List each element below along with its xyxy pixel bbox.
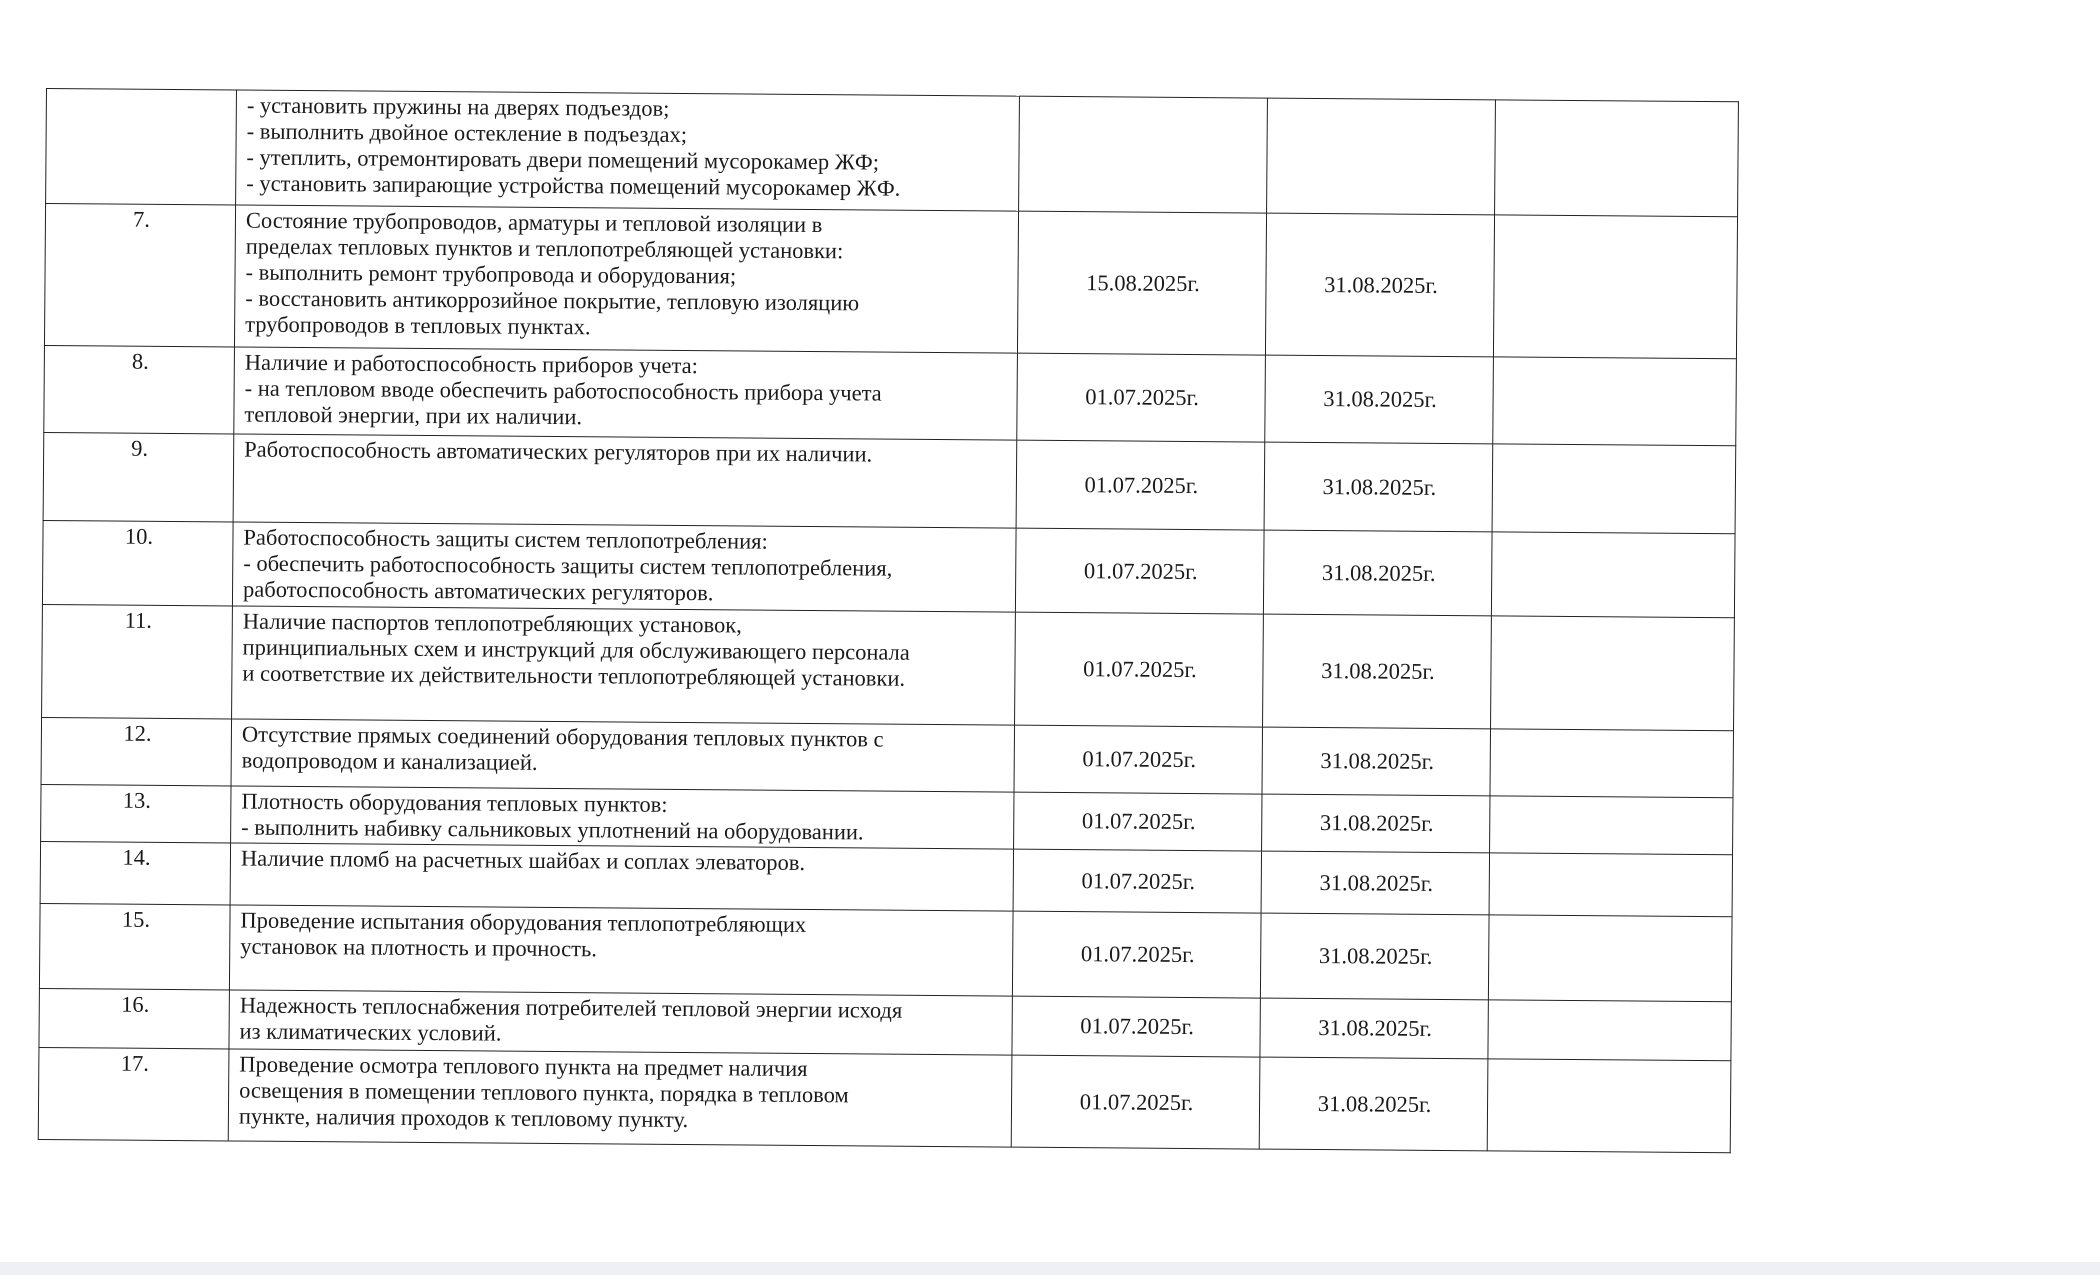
note-cell bbox=[1491, 616, 1735, 731]
measure-description bbox=[233, 434, 1017, 528]
description-line: Проведение испытания оборудования теплопотребляющих bbox=[240, 907, 807, 937]
description-line: - на тепловом вводе обеспечить работоспособность прибора учета bbox=[244, 375, 882, 406]
description-line: принципиальных схем и инструкций для обслуживающего персонала bbox=[242, 634, 910, 665]
description-line: - выполнить набивку сальниковых уплотнений на оборудовании. bbox=[241, 814, 864, 845]
description-line: Надежность теплоснабжения потребителей тепловой энергии исходя bbox=[239, 992, 903, 1023]
measure-description bbox=[234, 347, 1018, 440]
table-row bbox=[42, 604, 1735, 730]
row-number bbox=[46, 89, 237, 205]
description-line: Плотность оборудования тепловых пунктов: bbox=[241, 788, 668, 817]
start-date: 01.07.2025г. bbox=[1012, 996, 1260, 1057]
description-line: - обеспечить работоспособность защиты систем теплопотребления, bbox=[243, 550, 893, 581]
description-line: - утеплить, отремонтировать двери помещений мусорокамер ЖФ; bbox=[246, 144, 880, 175]
description-line: Наличие пломб на расчетных шайбах и соплах элеваторов. bbox=[240, 845, 806, 875]
table-row bbox=[44, 204, 1737, 359]
end-date: 31.08.2025г. bbox=[1261, 851, 1489, 915]
end-date: 31.08.2025г. bbox=[1263, 614, 1492, 729]
row-number: 9. bbox=[43, 432, 234, 521]
table-row bbox=[39, 903, 1732, 1001]
table-row bbox=[38, 1047, 1731, 1152]
table-row bbox=[43, 432, 1736, 533]
description-line: установок на плотность и прочность. bbox=[240, 933, 598, 962]
measure-description bbox=[230, 843, 1013, 911]
note-cell bbox=[1487, 1059, 1731, 1153]
row-number: 8. bbox=[44, 345, 235, 433]
description-line: - выполнить ремонт трубопровода и оборудования; bbox=[245, 259, 737, 289]
note-cell bbox=[1489, 853, 1732, 917]
measure-description bbox=[232, 606, 1016, 725]
table-row bbox=[42, 520, 1735, 617]
row-number: 15. bbox=[39, 903, 230, 989]
note-cell bbox=[1490, 796, 1733, 855]
measure-description bbox=[228, 1049, 1012, 1147]
note-cell bbox=[1488, 1000, 1731, 1061]
end-date: 31.08.2025г. bbox=[1260, 998, 1488, 1059]
row-number: 17. bbox=[38, 1047, 229, 1140]
description-line: Наличие паспортов теплопотребляющих установок, bbox=[242, 608, 742, 638]
start-date: 01.07.2025г. bbox=[1015, 528, 1264, 614]
end-date: 31.08.2025г. bbox=[1265, 213, 1494, 357]
description-line: - восстановить антикоррозийное покрытие, тепловую изоляцию bbox=[245, 285, 860, 316]
table-row bbox=[46, 89, 1739, 217]
measure-description bbox=[232, 522, 1016, 612]
description-line: Работоспособность автоматических регуляторов при их наличии. bbox=[244, 436, 873, 467]
row-number: 16. bbox=[39, 988, 229, 1048]
note-cell bbox=[1493, 215, 1737, 359]
description-line: Наличие и работоспособность приборов учета: bbox=[244, 349, 699, 379]
row-number: 13. bbox=[41, 784, 231, 842]
description-line: работоспособность автоматических регуляторов. bbox=[242, 576, 714, 606]
row-number: 11. bbox=[42, 604, 233, 718]
start-date: 15.08.2025г. bbox=[1017, 211, 1266, 355]
description-line: Проведение осмотра теплового пункта на предмет наличия bbox=[239, 1051, 808, 1082]
measure-description bbox=[229, 990, 1012, 1055]
note-cell bbox=[1490, 729, 1734, 798]
end-date: 31.08.2025г. bbox=[1262, 794, 1490, 853]
row-number: 10. bbox=[42, 520, 233, 605]
note-cell bbox=[1491, 532, 1735, 618]
description-line: - установить запирающие устройства помещений мусорокамер ЖФ. bbox=[246, 170, 901, 201]
end-date: 31.08.2025г. bbox=[1259, 1057, 1488, 1151]
description-line: - установить пружины на дверях подъездов; bbox=[246, 92, 670, 121]
scan-bottom-margin bbox=[0, 1262, 2100, 1275]
measure-description bbox=[229, 905, 1013, 996]
note-cell bbox=[1495, 100, 1739, 217]
start-date: 01.07.2025г. bbox=[1014, 725, 1263, 794]
description-line: Состояние трубопроводов, арматуры и тепловой изоляции в bbox=[245, 207, 823, 238]
start-date bbox=[1019, 96, 1268, 213]
note-cell bbox=[1492, 444, 1736, 534]
measures-table bbox=[38, 88, 1739, 1153]
description-line: и соответствие их действительности теплопотребляющей установки. bbox=[242, 660, 906, 691]
description-line: Отсутствие прямых соединений оборудования тепловых пунктов с bbox=[241, 721, 884, 752]
description-line: трубопроводов в тепловых пунктах. bbox=[245, 311, 591, 340]
row-number: 12. bbox=[41, 717, 232, 785]
start-date: 01.07.2025г. bbox=[1015, 612, 1264, 727]
end-date: 31.08.2025г. bbox=[1264, 442, 1493, 532]
measure-description bbox=[236, 90, 1020, 211]
description-line: Работоспособность защиты систем теплопотребления: bbox=[243, 524, 768, 554]
row-number: 7. bbox=[44, 204, 235, 347]
start-date: 01.07.2025г. bbox=[1013, 849, 1261, 913]
start-date: 01.07.2025г. bbox=[1016, 440, 1265, 530]
end-date: 31.08.2025г. bbox=[1263, 530, 1492, 616]
measure-description bbox=[231, 786, 1014, 849]
description-line: - выполнить двойное остекление в подъездах; bbox=[246, 118, 688, 148]
description-line: тепловой энергии, при их наличии. bbox=[244, 401, 583, 430]
description-line: освещения в помещении теплового пункта, порядка в тепловом bbox=[239, 1077, 849, 1108]
description-line: водопроводом и канализацией. bbox=[241, 747, 538, 775]
end-date: 31.08.2025г. bbox=[1262, 727, 1491, 796]
description-line: из климатических условий. bbox=[239, 1018, 502, 1046]
note-cell bbox=[1488, 915, 1732, 1002]
row-number: 14. bbox=[40, 841, 230, 904]
description-line: пределах тепловых пунктов и теплопотребляющей установки: bbox=[245, 233, 844, 264]
end-date: 31.08.2025г. bbox=[1260, 913, 1489, 1000]
end-date bbox=[1267, 98, 1496, 215]
start-date: 01.07.2025г. bbox=[1011, 1055, 1260, 1149]
measure-description bbox=[231, 719, 1015, 792]
measure-description bbox=[234, 205, 1018, 353]
table-body bbox=[38, 89, 1738, 1153]
start-date: 01.07.2025г. bbox=[1012, 911, 1261, 998]
description-line: пункте, наличия проходов к тепловому пункту. bbox=[238, 1103, 689, 1133]
table-row bbox=[44, 345, 1737, 445]
start-date: 01.07.2025г. bbox=[1014, 792, 1262, 851]
end-date: 31.08.2025г. bbox=[1265, 355, 1494, 444]
start-date: 01.07.2025г. bbox=[1017, 353, 1266, 442]
note-cell bbox=[1493, 357, 1737, 446]
